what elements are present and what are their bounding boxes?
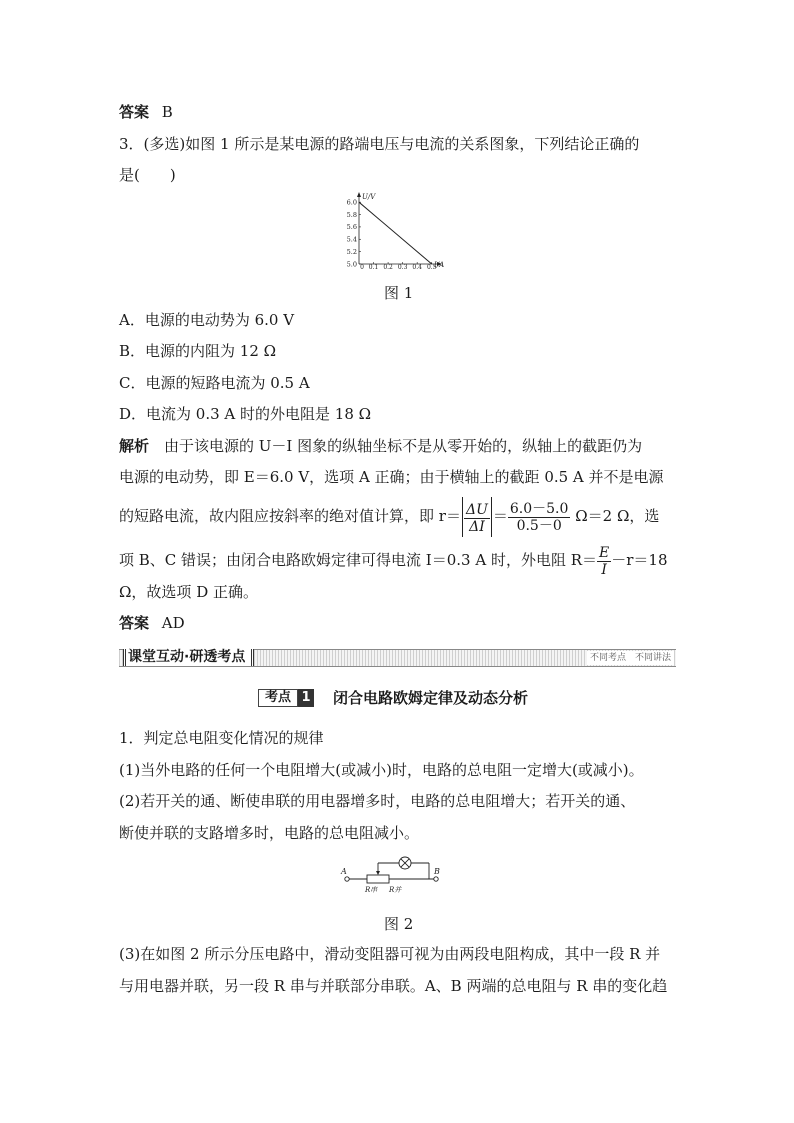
figure-1-caption: 图 1 [384,284,414,302]
analysis-text-1: 由于该电源的 U－I 图象的纵轴坐标不是从零开始的，纵轴上的截距仍为 [149,437,643,455]
x-tick-label: 0.3 [397,264,408,270]
rheostat [367,875,389,883]
analysis-label: 解析 [119,437,150,455]
option-b: B．电源的内阻为 12 Ω [119,342,277,360]
abs-value [462,497,492,537]
x-tick-label: 0 [360,264,364,270]
section-bar [119,649,676,667]
analysis-text-4b: －r＝18 [611,551,668,569]
answer-ad-line [119,613,185,633]
section-subtitle: 不同考点 不同讲法 [587,651,674,665]
p3-line-1: (3)在如图 2 所示分压电路中，滑动变阻器可视为由两段电阻构成，其中一段 R 并 [119,945,661,963]
x-axis-label: I/A [434,261,445,269]
du-di-fraction: $\frac{\Delta U}{\Delta I}$ [465,501,488,535]
option-a: A．电源的电动势为 6.0 V [119,311,295,329]
kaodian-label: 考点 [258,689,298,707]
x-tick-label: 0.1 [368,264,379,270]
kaodian-number: 1 [298,689,314,707]
y-tick-label: 5.6 [346,223,357,232]
kaodian-title: 闭合电路欧姆定律及动态分析 [333,689,529,707]
terminal-a [345,877,349,881]
figure-2-circuit [337,853,457,895]
label-a: A [341,867,347,876]
label-r-series: R串 [365,886,378,894]
label-b: B [434,867,440,876]
rule-heading: 1．判定总电阻变化情况的规律 [119,729,324,747]
analysis-text-4: 项 B、C 错误；由闭合电路欧姆定律可得电流 I＝0.3 A 时，外电阻 R＝ [119,551,598,569]
terminal-b [434,877,438,881]
answer-value: AD [161,614,185,632]
e-over-i-fraction: $\frac{E}{I}$ [599,544,610,578]
p3-line-2: 与用电器并联，另一段 R 串与并联部分串联。A、B 两端的总电阻与 R 串的变化趋 [119,977,668,995]
slider-arrow [376,871,380,875]
label-r-parallel: R并 [389,886,402,894]
analysis-line-1 [119,436,642,456]
x-tick-label: 0.2 [383,264,393,270]
rule-p2b: 断使并联的支路增多时，电路的总电阻减小。 [119,824,420,842]
x-tick-label: 0.5 [426,264,437,270]
option-c: C．电源的短路电流为 0.5 A [119,374,310,392]
y-tick-label: 5.0 [346,260,357,269]
y-tick-label: 5.2 [346,247,357,256]
section-title: 课堂互动·研透考点 [123,649,254,666]
analysis-line-2: 电源的电动势，即 E＝6.0 V，选项 A 正确；由于横轴上的截距 0.5 A 并不是电源 [119,468,664,486]
y-axis-arrow [357,192,361,197]
numeric-fraction: $\frac{6.0-5.0}{0.5-0}$ [509,500,569,534]
analysis-line-4 [119,540,668,580]
question-3-line-2: 是( ) [119,166,176,184]
answer-label: 答案 [119,103,150,121]
y-tick-label: 5.8 [346,210,357,219]
analysis-line-3: 的短路电流，故内阻应按斜率的绝对值计算，即 r＝ $\frac{\Delta U}{\Delta I}$ ＝ $\frac{6.0-5.0}{0.5-0}$ Ω＝2 Ω，选 [119,496,659,537]
rule-p2a: (2)若开关的通、断使串联的用电器增多时，电路的总电阻增大；若开关的通、 [119,792,636,810]
y-tick-label: 5.4 [346,235,357,244]
y-axis-label: U/V [362,193,376,201]
analysis-text-3: 的短路电流，故内阻应按斜率的绝对值计算，即 r＝ [119,507,461,525]
answer-value: B [161,103,173,121]
rule-p1: (1)当外电路的任何一个电阻增大(或减小)时，电路的总电阻一定增大(或减小)。 [119,761,644,779]
analysis-text-3b: Ω＝2 Ω，选 [570,507,660,525]
figure-2-caption: 图 2 [384,915,414,933]
answer-b-line [119,102,173,122]
option-d: D．电流为 0.3 A 时的外电阻是 18 Ω [119,405,372,423]
analysis-line-5: Ω，故选项 D 正确。 [119,583,258,601]
y-tick-label: 6.0 [346,198,357,207]
x-tick-label: 0.4 [412,264,422,270]
kaodian-heading [258,689,529,707]
figure-1-chart [339,190,451,270]
voltage-current-line [359,202,432,264]
question-3-line-1: 3．(多选)如图 1 所示是某电源的路端电压与电流的关系图象，下列结论正确的 [119,135,640,153]
answer-label: 答案 [119,614,150,632]
